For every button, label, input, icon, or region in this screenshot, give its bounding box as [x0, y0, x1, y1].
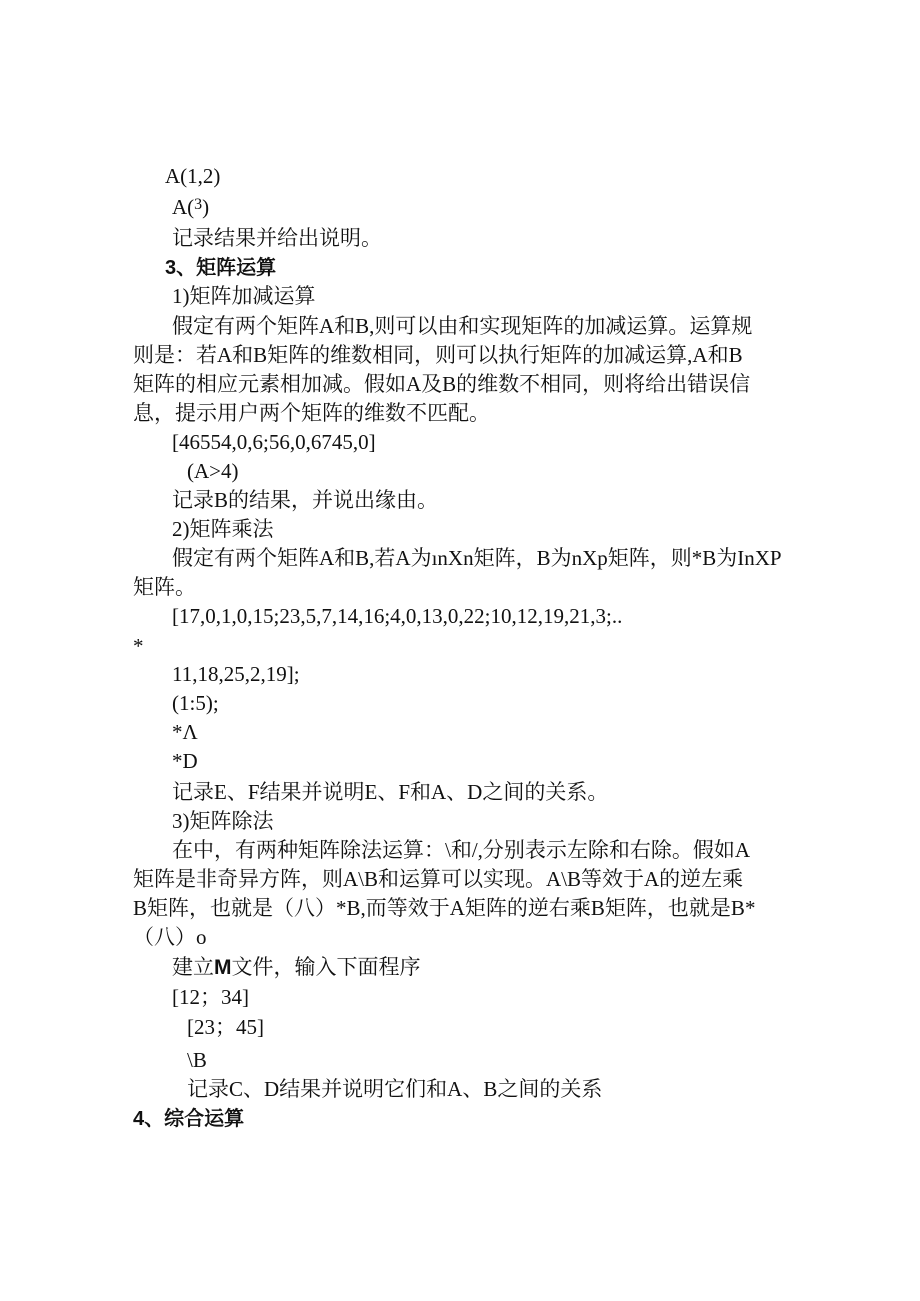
paragraph-line: 矩阵。: [133, 575, 196, 599]
section-heading: 4、综合运算: [133, 1108, 245, 1130]
code-line: *D: [172, 749, 198, 773]
paragraph-line: 则是：若A和B矩阵的维数相同，则可以执行矩阵的加减运算,A和B: [133, 343, 743, 367]
section-heading: 3、矩阵运算: [165, 257, 277, 279]
text-line: 记录C、D结果并说明它们和A、B之间的关系: [187, 1077, 603, 1101]
code-line: 11,18,25,2,19];: [172, 662, 300, 686]
subsection-heading: 3)矩阵除法: [172, 809, 274, 833]
paragraph-line: （八）o: [133, 925, 207, 949]
paragraph-line: 矩阵是非奇异方阵，则A\B和运算可以实现。A\B等效于A的逆左乘: [133, 867, 744, 891]
paragraph-line: 假定有两个矩阵A和B,则可以由和实现矩阵的加减运算。运算规: [172, 314, 753, 338]
text-run: 建立: [172, 955, 214, 979]
text-run: 文件，输入下面程序: [231, 955, 421, 979]
paragraph-line: 在中，有两种矩阵除法运算：\和/,分别表示左除和右除。假如A: [172, 838, 751, 862]
paragraph-line: B矩阵，也就是（八）*B,而等效于A矩阵的逆右乘B矩阵，也就是B*: [133, 896, 756, 920]
paragraph-line: 矩阵的相应元素相加减。假如A及B的维数不相同，则将给出错误信: [133, 372, 751, 396]
code-line: [17,0,1,0,15;23,5,7,14,16;4,0,13,0,22;10,12,19,21,3;..: [172, 604, 623, 628]
text-line: A(1,2): [165, 164, 221, 188]
code-line: *Λ: [172, 720, 198, 744]
code-line: (1:5);: [172, 691, 219, 715]
subsection-heading: 1)矩阵加减运算: [172, 284, 316, 308]
code-line: [46554,0,6;56,0,6745,0]: [172, 430, 376, 454]
text-line: 记录结果并给出说明。: [172, 226, 382, 250]
paragraph-line: 息，提示用户两个矩阵的维数不匹配。: [133, 401, 490, 425]
text-line: 记录B的结果，并说出缘由。: [172, 488, 439, 512]
paragraph-line: 假定有两个矩阵A和B,若A为ınXn矩阵，B为nXp矩阵，则*B为InXP: [172, 546, 782, 570]
code-line: [12；34]: [172, 985, 249, 1009]
subsection-heading: 2)矩阵乘法: [172, 517, 274, 541]
text-run-bold: M: [214, 956, 232, 979]
code-line: (A>4): [187, 459, 239, 483]
text-line: [172, 955, 421, 980]
text-line: A($^3$): [172, 195, 210, 219]
text-line: 记录E、F结果并说明E、F和A、D之间的关系。: [172, 780, 609, 804]
code-line: *: [133, 634, 144, 658]
code-line: \B: [187, 1048, 207, 1072]
code-line: [23；45]: [187, 1015, 264, 1039]
